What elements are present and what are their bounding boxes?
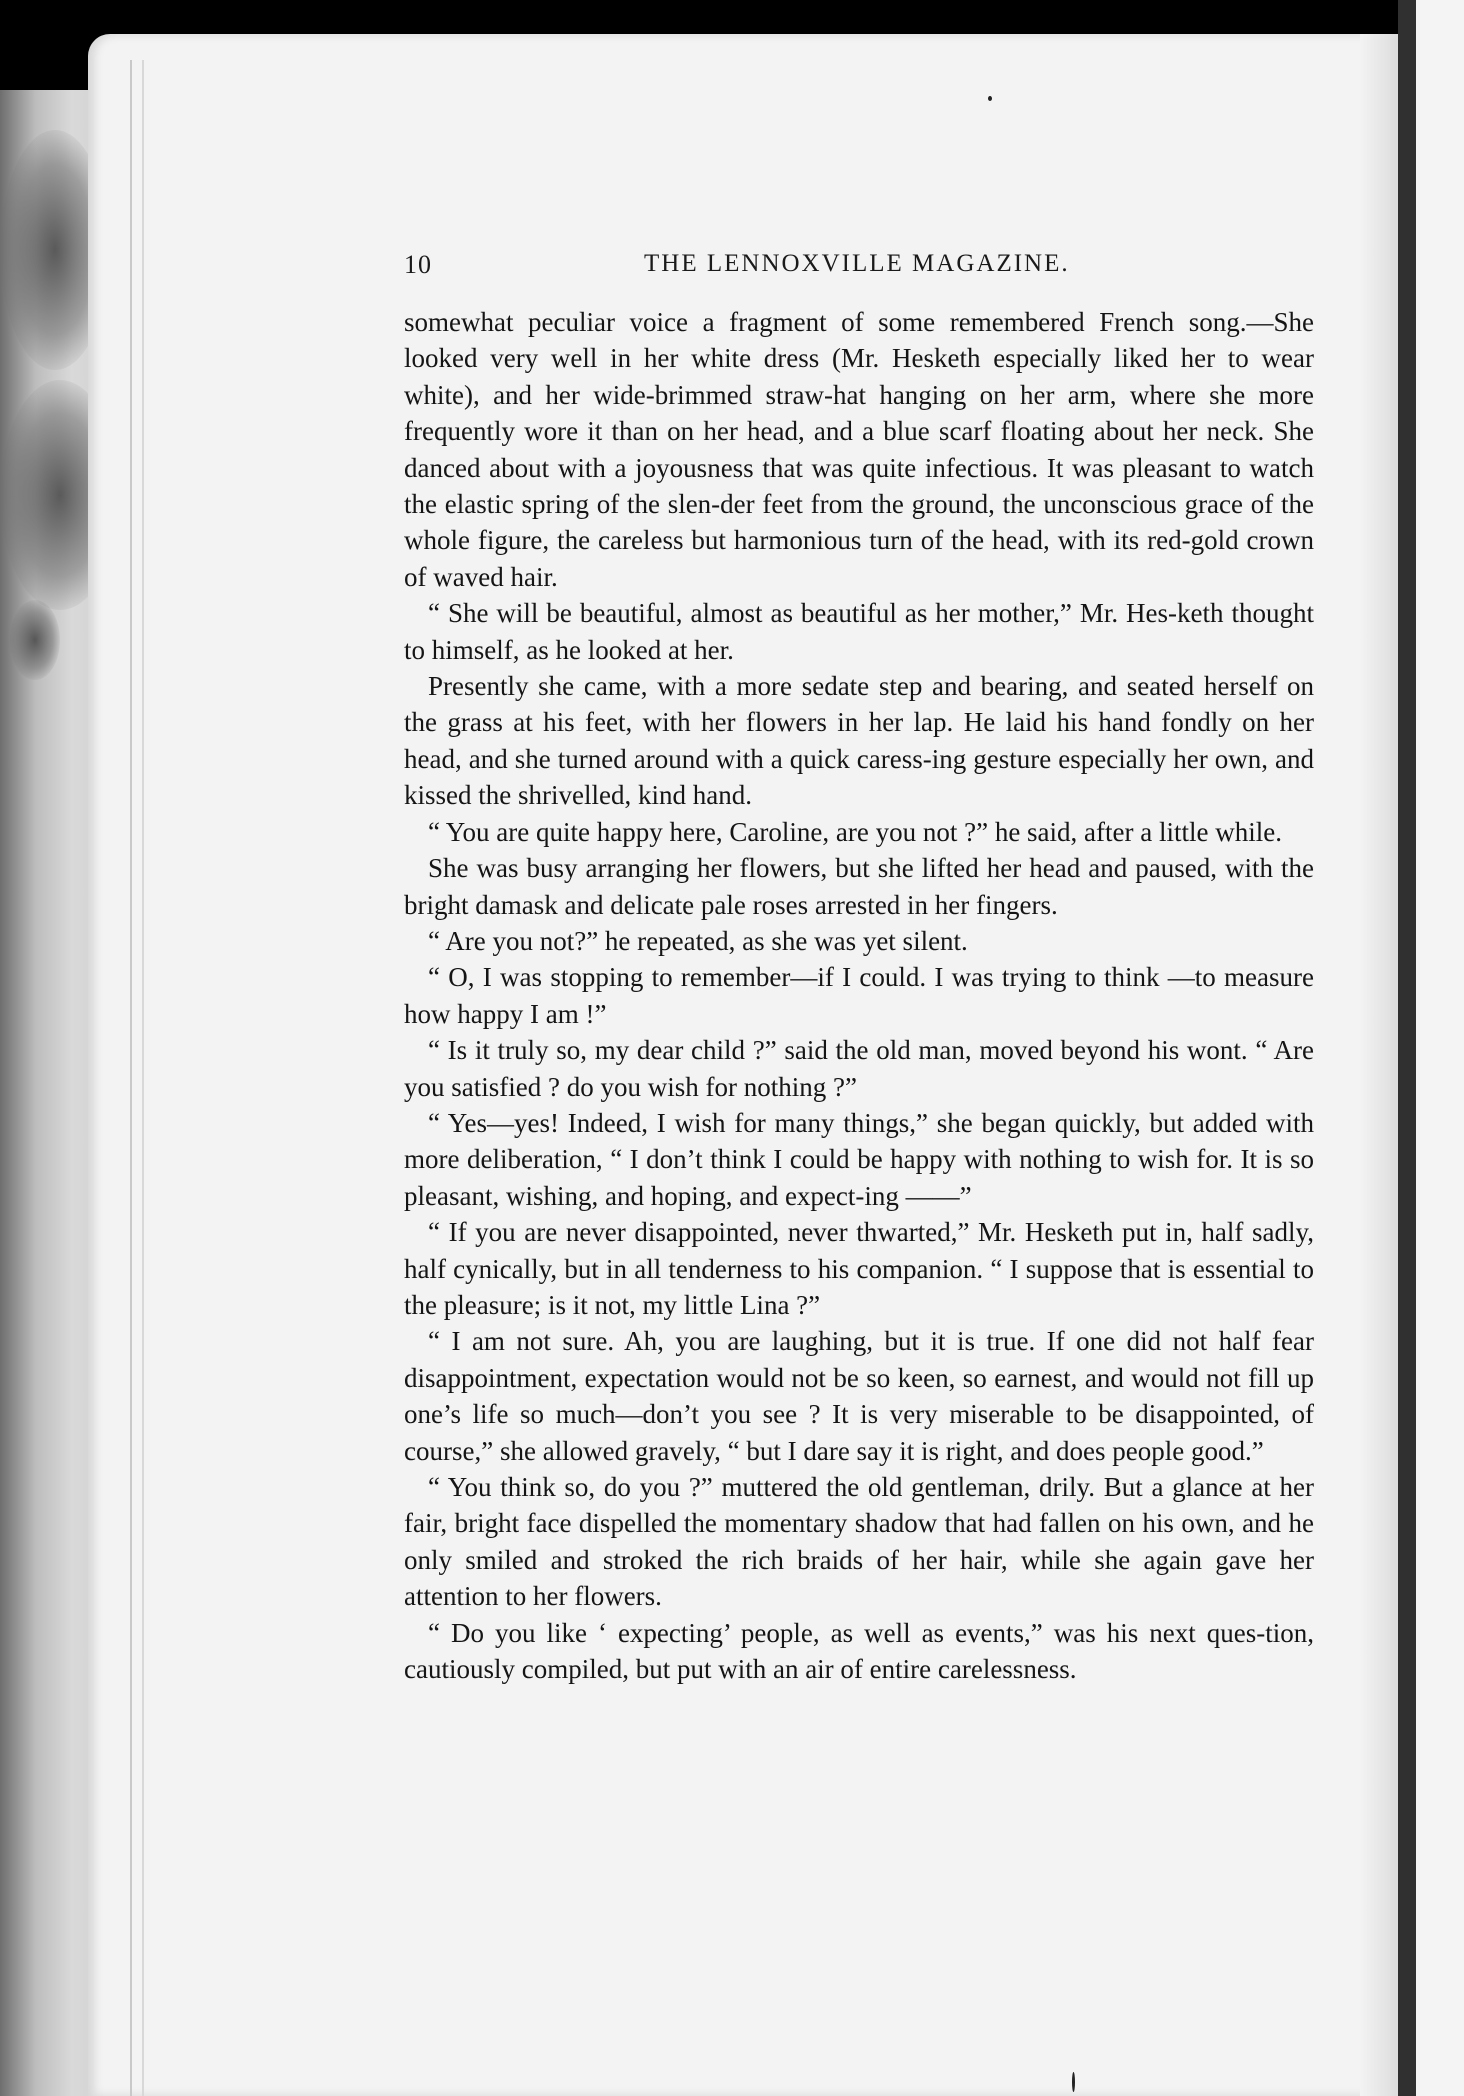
- paragraph: “ Yes—yes! Indeed, I wish for many things,” she began quickly, but added with more deliberation, “ I don’t think I could be happy with nothing to wish for. It is so pleasant, wishing, and hoping, and expect-ing ——”: [404, 1107, 1314, 1211]
- page-gutter: [130, 60, 144, 2096]
- water-stain: [10, 600, 60, 680]
- paragraph: “ Are you not?” he repeated, as she was yet silent.: [428, 925, 968, 956]
- body-text: [404, 304, 1314, 1687]
- paragraph: “ You think so, do you ?” muttered the old gentleman, drily. But a glance at her fair, bright face dispelled the momentary shadow that had fallen on his own, and he only smiled and stroked the rich braids of her hair, while she again gave her attention to her flowers.: [404, 1472, 1314, 1612]
- paragraph: Presently she came, with a more sedate step and bearing, and seated herself on the grass at his feet, with her flowers in her lap. He laid his hand fondly on her head, and she turned around with a quick caress-ing gesture especially her own, and kissed the shrivelled, kind hand.: [404, 671, 1314, 811]
- paragraph: “ If you are never disappointed, never thwarted,” Mr. Hesketh put in, half sadly, half cynically, but in all tenderness to his companion. “ I suppose that is essential to the pleasure; is it not, my little Lina ?”: [404, 1217, 1314, 1320]
- paragraph: “ I am not sure. Ah, you are laughing, but it is true. If one did not half fear disappointment, expectation would not be so keen, so earnest, and would not fill up one’s life so much—don’t you see ? It is very miserable to be disappointed, of course,” she allowed gravely, “ but I dare say it is right, and does people good.”: [404, 1326, 1314, 1466]
- paragraph: “ Do you like ‘ expecting’ people, as well as events,” was his next ques-tion, cautiously compiled, but put with an air of entire carelessness.: [404, 1617, 1314, 1685]
- page-number: 10: [404, 250, 432, 279]
- paragraph: She was busy arranging her flowers, but she lifted her head and paused, with the bright damask and delicate pale roses arrested in her fingers.: [404, 853, 1314, 920]
- paragraph: “ You are quite happy here, Caroline, are you not ?” he said, after a little while.: [428, 816, 1282, 847]
- ink-speck: [988, 96, 992, 101]
- next-page-edge: [1416, 0, 1464, 2096]
- running-title: THE LENNOXVILLE MAGAZINE.: [644, 250, 1070, 277]
- ink-speck: [1072, 2072, 1075, 2092]
- paragraph: “ O, I was stopping to remember—if I could. I was trying to think —to measure how happy I am !”: [404, 962, 1314, 1029]
- page-fold-bar: [1398, 0, 1416, 2096]
- page-shadow: [1360, 34, 1400, 2096]
- paragraph: “ She will be beautiful, almost as beautiful as her mother,” Mr. Hes-keth thought to himself, as he looked at her.: [404, 598, 1314, 665]
- paragraph: “ Is it truly so, my dear child ?” said the old man, moved beyond his wont. “ Are you satisfied ? do you wish for nothing ?”: [404, 1035, 1314, 1102]
- paragraph: somewhat peculiar voice a fragment of some remembered French song.—She looked very well in her white dress (Mr. Hesketh especially liked her to wear white), and her wide-brimmed straw-hat hanging on her arm, where she more frequently wore it than on her head, and a blue scarf floating about her neck. She danced about with a joyousness that was quite infectious. It was pleasant to watch the elastic spring of the slen-der feet from the ground, the unconscious grace of the whole figure, the careless but harmonious turn of the head, with its red-gold crown of waved hair.: [404, 307, 1314, 592]
